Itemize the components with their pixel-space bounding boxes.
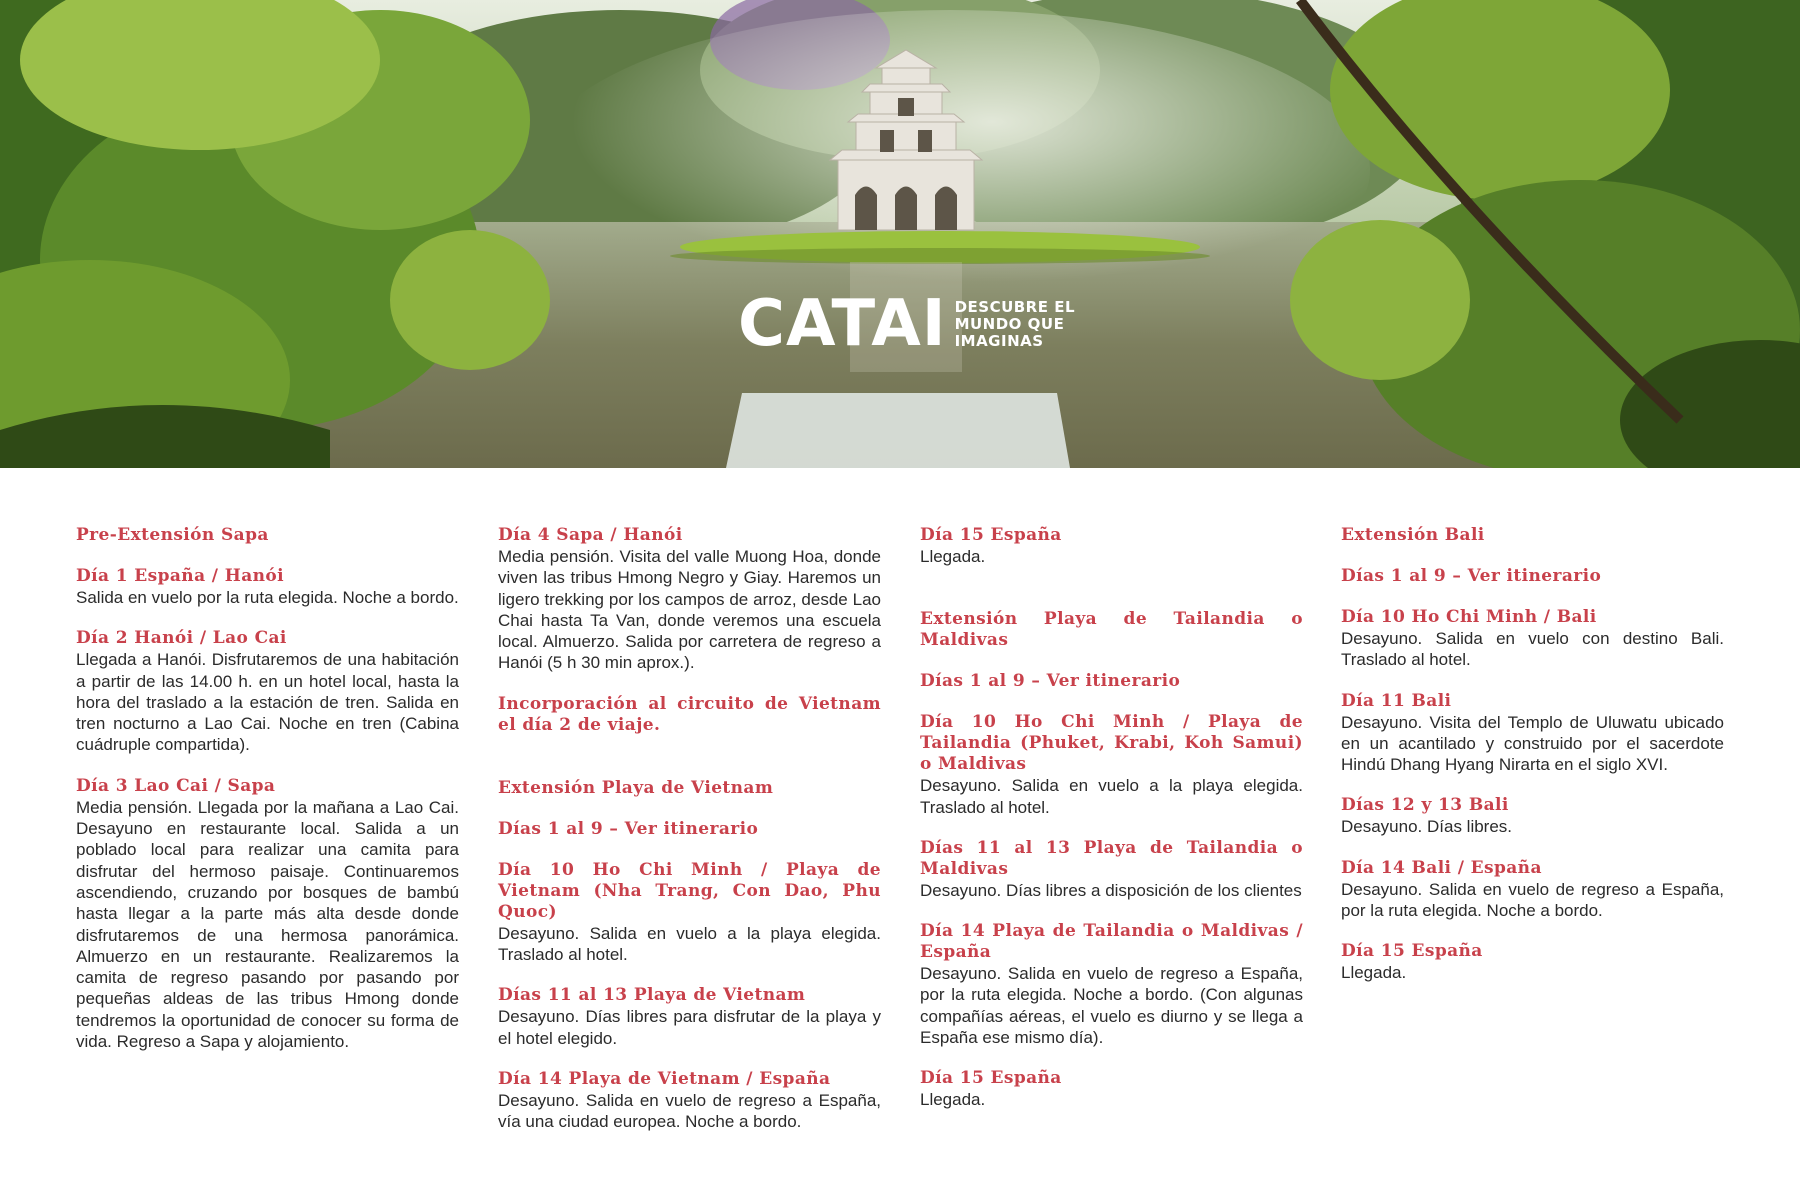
- brand-name: CATAI: [738, 287, 947, 361]
- itinerary-ref-heading: Días 1 al 9 – Ver itinerario: [1341, 566, 1602, 586]
- day-entry: [1341, 795, 1724, 837]
- section-heading: Extensión Playa de Tailandia o Maldivas: [920, 609, 1303, 651]
- itinerary-ref-heading: Días 1 al 9 – Ver itinerario: [498, 818, 759, 839]
- day-description: Desayuno. Visita del Templo de Uluwatu ubicado en un acantilado y construido por el sacerdote Hindú Dhang Hyang Nirarta en el siglo XVI.: [1341, 712, 1724, 775]
- brand-logo: [738, 287, 1076, 361]
- day-heading: Día 10 Ho Chi Minh / Playa de Tailandia (Phuket, Krabi, Koh Samui) o Maldivas: [920, 712, 1303, 775]
- lake-turtle-tower-illustration: [0, 0, 1800, 468]
- section-title: [920, 609, 1303, 651]
- day-heading: Día 15 España: [920, 1068, 1062, 1089]
- day-description: Media pensión. Llegada por la mañana a Lao Cai. Desayuno en restaurante local. Salida a un poblado local para realizar una camita para disfrutar del hermoso paisaje. Continuaremos ascendiendo, cruzando por bosques de bambú hasta llegar a la parte más alta desde donde disfrutaremos de una hermosa panorámica. Almuerzo en un restaurante. Realizaremos la camita de regreso pasando por pasando por pequeñas aldeas de las tribus Hmong donde tendremos la oportunidad de conocer su forma de vida. Regreso a Sapa y alojamiento.: [76, 797, 459, 1052]
- day-description: Desayuno. Días libres a disposición de los clientes: [920, 880, 1302, 900]
- section-title: [76, 525, 459, 546]
- day-entry: [920, 712, 1303, 818]
- circuit-note-heading: Incorporación al circuito de Vietnam el día 2 de viaje.: [498, 693, 881, 735]
- day-description: Llegada.: [920, 1090, 986, 1110]
- day-heading: Día 2 Hanói / Lao Cai: [76, 628, 287, 649]
- day-description: Desayuno. Salida en vuelo de regreso a España, por la ruta elegida. Noche a bordo.: [1341, 879, 1724, 921]
- section-heading: Extensión Playa de Vietnam: [498, 777, 774, 798]
- itinerary-ref: [920, 671, 1303, 692]
- day-entry: [920, 1068, 1303, 1110]
- day-heading: Día 1 España / Hanói: [76, 566, 284, 586]
- day-entry: [498, 1069, 881, 1133]
- day-heading: Días 11 al 13 Playa de Vietnam: [498, 985, 806, 1006]
- section-heading: Extensión Bali: [1341, 525, 1485, 545]
- section-title: [498, 778, 881, 799]
- day-description: Desayuno. Salida en vuelo de regreso a España, por la ruta elegida. Noche a bordo. (Con algunas compañías aéreas, el vuelo es diurno y se llega a España ese mismo día).: [920, 964, 1303, 1048]
- column-pre-extension-sapa: [76, 525, 459, 1072]
- day-heading: Día 4 Sapa / Hanói: [498, 525, 683, 545]
- day-description: Desayuno. Salida en vuelo con destino Bali. Traslado al hotel.: [1341, 629, 1724, 670]
- day-heading: Día 10 Ho Chi Minh / Bali: [1341, 607, 1597, 627]
- day-entry: [498, 525, 881, 674]
- day-description: Llegada.: [1341, 963, 1407, 983]
- day-entry: [1341, 691, 1724, 776]
- content-tab-shape: [726, 393, 1070, 468]
- itinerary-ref-heading: Días 1 al 9 – Ver itinerario: [920, 671, 1181, 692]
- brand-tagline: [955, 299, 1075, 350]
- itinerary-ref: [498, 819, 881, 840]
- hero-photo: [0, 0, 1800, 468]
- tagline-line: DESCUBRE EL: [954, 297, 1076, 316]
- day-entry: [76, 628, 459, 755]
- day-description: Desayuno. Salida en vuelo a la playa elegida. Traslado al hotel.: [920, 776, 1303, 817]
- section-title: [1341, 525, 1724, 546]
- day-description: Desayuno. Salida en vuelo de regreso a España, vía una ciudad europea. Noche a bordo.: [498, 1090, 881, 1132]
- column-bali: [1341, 525, 1724, 1004]
- day-entry: [498, 860, 881, 966]
- day-entry: [1341, 941, 1724, 983]
- tagline-line: MUNDO QUE: [954, 314, 1065, 333]
- day-entry: [1341, 607, 1724, 671]
- itinerary-ref: [1341, 566, 1724, 587]
- circuit-note: [498, 694, 881, 736]
- column-sapa-vietnam-beach: [498, 525, 881, 1153]
- day-entry: [498, 985, 881, 1049]
- day-description: Desayuno. Días libres.: [1341, 817, 1513, 837]
- day-heading: Día 10 Ho Chi Minh / Playa de Vietnam (Nha Trang, Con Dao, Phu Quoc): [498, 859, 881, 922]
- section-heading: Pre-Extensión Sapa: [76, 525, 269, 545]
- day-description: Salida en vuelo por la ruta elegida. Noche a bordo.: [76, 588, 459, 607]
- day-heading: Día 15 España: [1341, 941, 1483, 962]
- day-heading: Día 14 Bali / España: [1341, 857, 1542, 878]
- day-heading: Día 15 España: [920, 525, 1062, 545]
- day-heading: Día 3 Lao Cai / Sapa: [76, 775, 276, 796]
- tagline-line: IMAGINAS: [954, 331, 1044, 350]
- day-heading: Días 11 al 13 Playa de Tailandia o Maldivas: [920, 837, 1303, 879]
- day-entry: [1341, 858, 1724, 922]
- day-heading: Día 14 Playa de Vietnam / España: [498, 1068, 831, 1089]
- day-entry: [920, 921, 1303, 1048]
- day-heading: Día 11 Bali: [1341, 690, 1452, 711]
- day-entry: [76, 776, 459, 1053]
- day-heading: Días 12 y 13 Bali: [1341, 795, 1509, 816]
- day-description: Llegada.: [920, 547, 986, 566]
- day-description: Media pensión. Visita del valle Muong Hoa, donde viven las tribus Hmong Negro y Giay. Haremos un ligero trekking por los campos de arroz, desde Lao Chai hasta Ta Van, donde veremos una escuela local. Almuerzo. Salida por carretera de regreso a Hanói (5 h 30 min aprox.).: [498, 547, 881, 673]
- day-description: Llegada a Hanói. Disfrutaremos de una habitación a partir de las 14.00 h. en un hotel local, hasta la hora del traslado a la estación de tren. Salida en tren nocturno a Lao Cai. Noche en tren (Cabina cuádruple compartida).: [76, 650, 459, 755]
- day-entry: [920, 838, 1303, 901]
- day-entry: [76, 566, 459, 608]
- day-description: Desayuno. Salida en vuelo a la playa elegida. Traslado al hotel.: [498, 923, 881, 965]
- day-description: Desayuno. Días libres para disfrutar de la playa y el hotel elegido.: [498, 1007, 881, 1048]
- day-entry: [920, 525, 1303, 567]
- column-thailand-maldives: [920, 525, 1303, 1131]
- day-heading: Día 14 Playa de Tailandia o Maldivas / España: [920, 921, 1303, 963]
